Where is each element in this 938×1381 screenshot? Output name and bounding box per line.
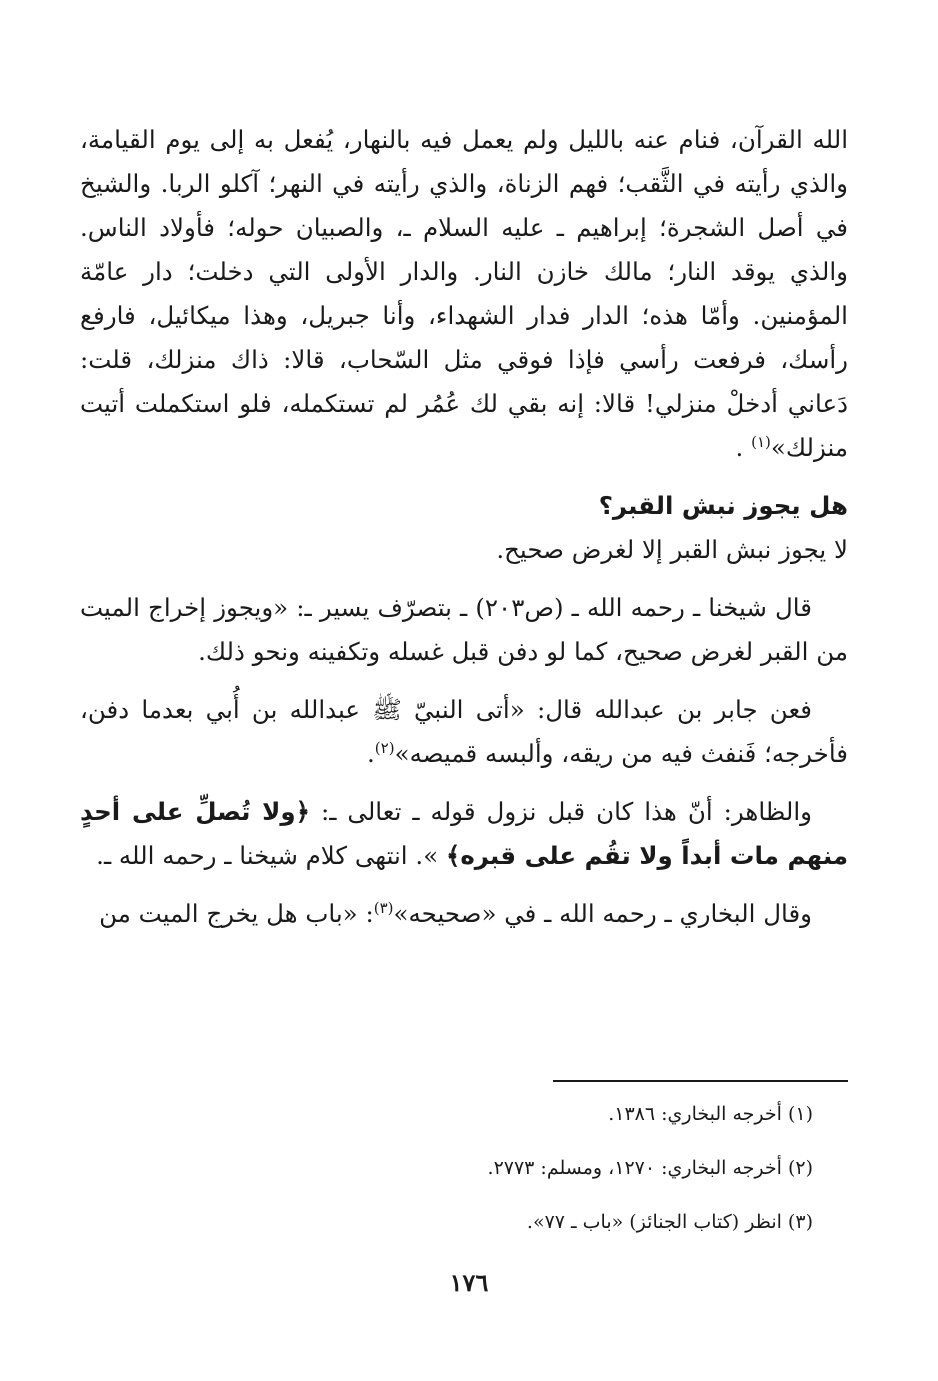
quran-verse: ﴿ولا تُصلِّ على أحدٍ منهم مات أبداً ولا تقُم على قبره﴾ [80, 797, 848, 870]
footnote-3: (٣) انظر (كتاب الجنائز) «باب ـ ٧٧». [526, 1211, 813, 1233]
section-heading: هل يجوز نبش القبر؟ [598, 491, 848, 520]
page-number: ١٧٦ [449, 1268, 489, 1297]
footnote-ref: (٣) [373, 898, 394, 917]
footnote-2: (٢) أخرجه البخاري: ١٢٧٠، ومسلم: ٢٧٧٣. [487, 1157, 813, 1179]
paragraph-end: ». انتهى كلام شيخنا ـ رحمه الله ـ. [96, 841, 439, 870]
footnote-1: (١) أخرجه البخاري: ١٣٨٦. [608, 1103, 813, 1125]
paragraph-text: والظاهر: أنّ هذا كان قبل نزول قوله ـ تعالى ـ: [309, 797, 812, 826]
paragraph-text: وقال البخاري ـ رحمه الله ـ في «صحيحه» [393, 899, 812, 928]
page-body [80, 118, 848, 936]
paragraph-quran-verse [80, 790, 848, 878]
paragraph-jabir-hadith [80, 688, 848, 776]
footnote-ref: (١) [751, 432, 771, 451]
paragraph-text: الله القرآن، فنام عنه بالليل ولم يعمل فيه بالنهار، يُفعل به إلى يوم القيامة، والذي رأيته في الثَّقب؛ فهم الزناة، والذي رأيته في النهر؛ آكلو الربا. والشيخ في أصل الشجرة؛ إبراهيم ـ عليه السلام ـ، والصبيان حوله؛ فأولاد الناس. والذي يوقد النار؛ مالك خازن النار. والدار الأولى التي دخلت؛ دار عامّة المؤمنين. وأمّا هذه؛ الدار فدار الشهداء، وأنا جبريل، وهذا ميكائيل، فارفع رأسك، فرفعت رأسي فإذا فوقي مثل السّحاب، قالا: ذاك منزلك، قلت: دَعاني أدخلْ منزلي! قالا: إنه بقي لك عُمُر لم تستكمله، فلو استكملت أتيت منزلك» [80, 125, 848, 462]
footnote-ref: (٢) [374, 738, 395, 757]
footnote-divider [553, 1080, 848, 1082]
paragraph-shaykh-quote: قال شيخنا ـ رحمه الله ـ (ص٢٠٣) ـ بتصرّف يسير ـ: «ويجوز إخراج الميت من القبر لغرض صحيح، كما لو دفن قبل غسله وتكفينه ونحو ذلك. [80, 593, 848, 666]
paragraph-end: . [735, 433, 744, 462]
paragraph-text: فعن جابر بن عبدالله قال: «أتى النبيّ ﷺ عبدالله بن أُبي بعدما دفن، فأخرجه؛ فَنفث فيه من ريقه، وألبسه قميصه» [80, 695, 848, 768]
paragraph-end: : «باب هل يخرج الميت من [99, 899, 374, 928]
footnotes [80, 1100, 813, 1262]
paragraph-bukhari [80, 892, 848, 936]
paragraph-end: . [367, 739, 375, 768]
paragraph-ruling: لا يجوز نبش القبر إلا لغرض صحيح. [496, 535, 848, 564]
paragraph-hadith-continuation [80, 118, 848, 470]
